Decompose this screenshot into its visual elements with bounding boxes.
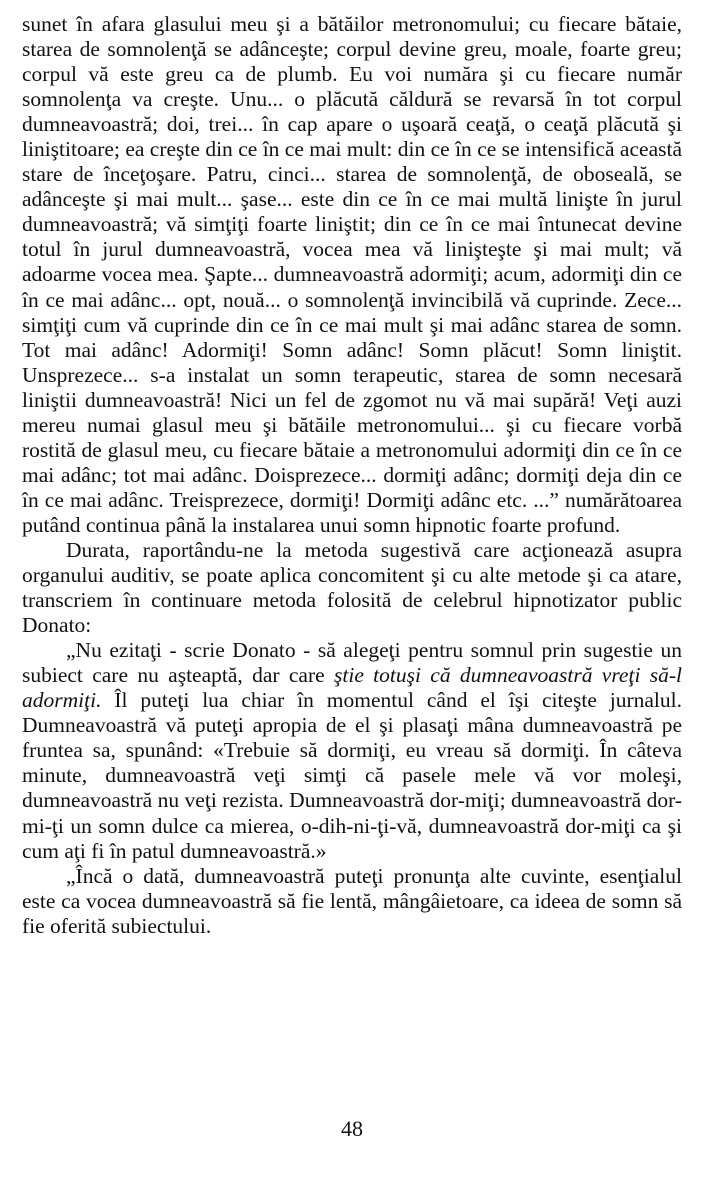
paragraph-donato-quote [22, 638, 682, 863]
paragraph-counting-suggestion: sunet în afara glasului meu şi a bătăilor metronomului; cu fiecare bătaie, starea de somnolenţă se adânceşte; corpul devine greu, moale, foarte greu; corpul vă este greu ca de plumb. Eu voi număra şi cu fiecare număr somnolenţa va creşte. Unu... o plăcută căldură se revarsă în tot corpul dumneavoastră; doi, trei... în cap apare o uşoară ceaţă, o ceaţă plăcută şi liniştitoare; ea creşte din ce în ce mai mult: din ce în ce se intensifică această stare de înceţoşare. Patru, cinci... starea de somnolenţă, de oboseală, se adânceşte şi mai mult... şase... este din ce în ce mai multă linişte în jurul dumneavoastră; vă simţiţi foarte liniştit; din ce în ce mai întunecat devine totul în jurul dumneavoastră, vocea mea vă linişteşte şi mai mult; vă adoarme vocea mea. Şapte... dumneavoastră adormiţi; acum, adormiţi din ce în ce mai adânc... opt, nouă... o somnolenţă invincibilă vă cuprinde. Zece... simţiţi cum vă cuprinde din ce în ce mai mult şi mai adânc starea de somn. Tot mai adânc! Adormiţi! Somn adânc! Somn plăcut! Somn liniştit. Unsprezece... s-a instalat un somn terapeutic, starea de somn necesară liniştii dumneavoastră! Nici un fel de zgomot nu vă mai supără! Veţi auzi mereu numai glasul meu şi bătăile metronomului... şi cu fiecare vorbă rostită de glasul meu, cu fiecare bătaie a metronomului adormiţi din ce în ce mai adânc; tot mai adânc. Doisprezece... dormiţi adânc; dormiţi deja din ce în ce mai adânc. Treisprezece, dormiţi! Dormiţi adânc etc. ...” numărătoarea putând continua până la instalarea unui somn hipnotic foarte profund. [22, 12, 682, 537]
quote-text-before: „Nu ezitaţi - scrie Donato - să alegeţi pentru somnul prin sugestie un subiect care nu aşteaptă, dar care [22, 638, 682, 688]
quote-text-italic: ştie totuşi că dumneavoastră vreţi să-l adormiţi. [22, 663, 682, 713]
paragraph-closing: „Încă o dată, dumneavoastră puteţi pronunţa alte cuvinte, esenţialul este ca vocea dumneavoastră să fie lentă, mângâietoare, ca ideea de somn să fie oferită subiectului. [22, 863, 682, 938]
page-body [22, 12, 682, 939]
paragraph-donato-intro: Durata, raportându-ne la metoda sugestivă care acţionează asupra organului auditiv, se poate aplica concomitent şi cu alte metode şi ca atare, transcriem în continuare metoda folosită de celebrul hipnotizator public Donato: [22, 537, 682, 638]
quote-text-after: Îl puteţi lua chiar în momentul când el îşi citeşte jurnalul. Dumneavoastră vă puteţi apropia de el şi plasaţi mâna dumneavoastră pe fruntea sa, spunând: «Trebuie să dormiţi, eu vreau să dormiţi. În câteva minute, dumneavoastră veţi simţi că pasele mele vă vor moleşi, dumneavoastră nu veţi rezista. Dumneavoastră dor-miţi; dumneavoastră dor-mi-ţi un somn dulce ca mierea, o-dih-ni-ţi-vă, dumneavoastră dor-miţi ca şi cum aţi fi în patul dumneavoastră.» [22, 688, 682, 863]
page-number: 48 [341, 1116, 363, 1141]
